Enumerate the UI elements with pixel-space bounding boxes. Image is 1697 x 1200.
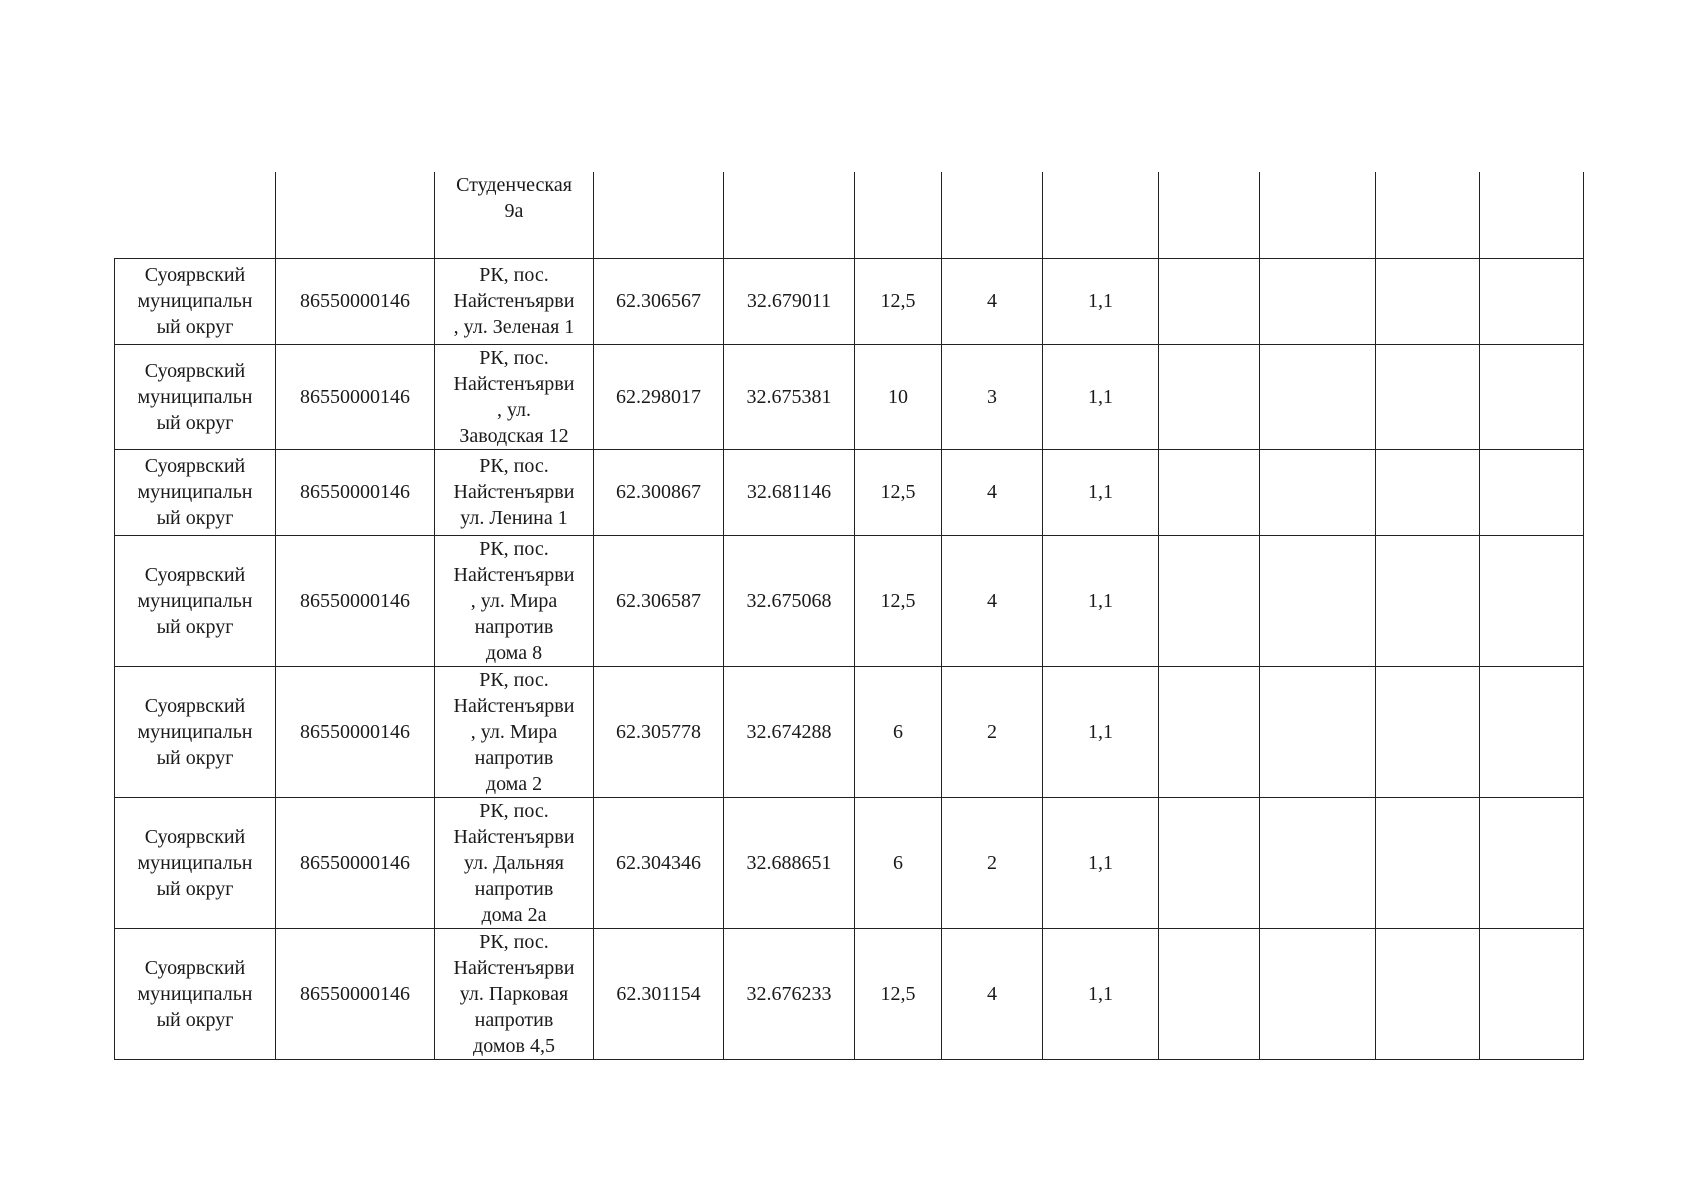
lon-cell bbox=[724, 928, 855, 1059]
area-cell bbox=[855, 172, 942, 258]
extra-cell bbox=[1480, 535, 1584, 666]
lat-text: 62.298017 bbox=[616, 385, 701, 408]
containers-cell bbox=[942, 666, 1043, 797]
area-text: 6 bbox=[893, 720, 903, 743]
containers-cell bbox=[942, 535, 1043, 666]
containers-text: 4 bbox=[987, 481, 997, 503]
lon-cell bbox=[724, 172, 855, 258]
area-cell bbox=[855, 258, 942, 344]
district-text: Суоярвский муниципальн ый округ bbox=[137, 694, 253, 769]
table-row bbox=[115, 797, 1584, 928]
address-text: РК, пос. Найстенъярви , ул. Мира напротив дома 2 bbox=[453, 668, 575, 795]
lat-text: 62.306567 bbox=[616, 290, 701, 312]
volume-text: 1,1 bbox=[1088, 481, 1113, 503]
address-cell bbox=[435, 666, 594, 797]
address-text: РК, пос. Найстенъярви ул. Парковая напротив домов 4,5 bbox=[453, 930, 575, 1057]
address-cell bbox=[435, 797, 594, 928]
extra-cell bbox=[1159, 449, 1260, 535]
district-cell bbox=[115, 666, 276, 797]
lon-cell bbox=[724, 258, 855, 344]
lat-cell bbox=[594, 344, 724, 449]
containers-cell bbox=[942, 258, 1043, 344]
extra-cell bbox=[1480, 344, 1584, 449]
address-cell bbox=[435, 928, 594, 1059]
containers-text: 4 bbox=[987, 982, 997, 1005]
containers-cell bbox=[942, 172, 1043, 258]
extra-cell bbox=[1376, 535, 1480, 666]
extra-cell bbox=[1260, 449, 1376, 535]
area-cell bbox=[855, 666, 942, 797]
containers-cell bbox=[942, 344, 1043, 449]
volume-cell bbox=[1043, 535, 1159, 666]
address-text: РК, пос. Найстенъярви , ул. Зеленая 1 bbox=[453, 264, 575, 338]
extra-cell bbox=[1159, 928, 1260, 1059]
extra-cell bbox=[1159, 172, 1260, 258]
lon-cell bbox=[724, 344, 855, 449]
extra-cell bbox=[1260, 344, 1376, 449]
area-text: 12,5 bbox=[880, 481, 916, 503]
extra-cell bbox=[1376, 344, 1480, 449]
volume-cell bbox=[1043, 344, 1159, 449]
volume-text: 1,1 bbox=[1088, 720, 1113, 743]
extra-cell bbox=[1376, 258, 1480, 344]
area-text: 6 bbox=[893, 851, 903, 874]
area-cell bbox=[855, 535, 942, 666]
lon-text: 32.675068 bbox=[746, 589, 832, 612]
lat-text: 62.305778 bbox=[616, 720, 701, 743]
extra-cell bbox=[1260, 172, 1376, 258]
data-table bbox=[114, 172, 1584, 1060]
lat-cell bbox=[594, 928, 724, 1059]
code-text: 86550000146 bbox=[300, 982, 410, 1005]
district-text: Суоярвский муниципальн ый округ bbox=[137, 455, 253, 529]
address-text: РК, пос. Найстенъярви ул. Дальняя напротив дома 2а bbox=[453, 799, 575, 926]
containers-text: 3 bbox=[987, 385, 997, 408]
address-text: РК, пос. Найстенъярви ул. Ленина 1 bbox=[453, 455, 575, 529]
containers-text: 2 bbox=[987, 720, 997, 743]
extra-cell bbox=[1480, 666, 1584, 797]
area-text: 12,5 bbox=[880, 589, 916, 612]
volume-cell bbox=[1043, 797, 1159, 928]
area-cell bbox=[855, 344, 942, 449]
containers-text: 4 bbox=[987, 290, 997, 312]
extra-cell bbox=[1480, 797, 1584, 928]
table-row-continued bbox=[115, 172, 1584, 258]
table-row bbox=[115, 666, 1584, 797]
containers-cell bbox=[942, 797, 1043, 928]
district-cell bbox=[115, 449, 276, 535]
address-text: Студенческая 9а bbox=[456, 174, 572, 222]
code-cell bbox=[276, 172, 435, 258]
lon-text: 32.676233 bbox=[746, 982, 832, 1005]
lon-text: 32.688651 bbox=[746, 851, 832, 874]
district-cell bbox=[115, 535, 276, 666]
extra-cell bbox=[1480, 928, 1584, 1059]
address-cell bbox=[435, 535, 594, 666]
address-cell bbox=[435, 449, 594, 535]
area-cell bbox=[855, 449, 942, 535]
lon-cell bbox=[724, 666, 855, 797]
lat-cell bbox=[594, 449, 724, 535]
lat-cell bbox=[594, 666, 724, 797]
area-text: 12,5 bbox=[880, 290, 916, 312]
lon-text: 32.674288 bbox=[746, 720, 832, 743]
code-cell bbox=[276, 535, 435, 666]
district-text: Суоярвский муниципальн ый округ bbox=[137, 825, 253, 900]
volume-text: 1,1 bbox=[1088, 982, 1113, 1005]
extra-cell bbox=[1260, 535, 1376, 666]
code-text: 86550000146 bbox=[300, 481, 410, 503]
containers-text: 4 bbox=[987, 589, 997, 612]
extra-cell bbox=[1376, 797, 1480, 928]
code-cell bbox=[276, 666, 435, 797]
extra-cell bbox=[1260, 258, 1376, 344]
containers-text: 2 bbox=[987, 851, 997, 874]
code-cell bbox=[276, 344, 435, 449]
extra-cell bbox=[1376, 666, 1480, 797]
extra-cell bbox=[1159, 344, 1260, 449]
district-cell bbox=[115, 344, 276, 449]
extra-cell bbox=[1376, 928, 1480, 1059]
table-row bbox=[115, 344, 1584, 449]
extra-cell bbox=[1480, 258, 1584, 344]
address-cell bbox=[435, 172, 594, 258]
extra-cell bbox=[1480, 449, 1584, 535]
district-text: Суоярвский муниципальн ый округ bbox=[137, 264, 253, 338]
area-cell bbox=[855, 797, 942, 928]
lon-text: 32.675381 bbox=[746, 385, 832, 408]
lat-cell bbox=[594, 172, 724, 258]
district-cell bbox=[115, 172, 276, 258]
containers-cell bbox=[942, 928, 1043, 1059]
lon-text: 32.679011 bbox=[746, 290, 832, 312]
lat-text: 62.306587 bbox=[616, 589, 701, 612]
code-text: 86550000146 bbox=[300, 290, 410, 312]
address-text: РК, пос. Найстенъярви , ул. Заводская 12 bbox=[453, 346, 575, 447]
table-body bbox=[115, 172, 1584, 1059]
extra-cell bbox=[1159, 258, 1260, 344]
extra-cell bbox=[1159, 535, 1260, 666]
district-cell bbox=[115, 797, 276, 928]
extra-cell bbox=[1159, 666, 1260, 797]
extra-cell bbox=[1376, 449, 1480, 535]
lat-text: 62.300867 bbox=[616, 481, 701, 503]
table-row bbox=[115, 449, 1584, 535]
district-text: Суоярвский муниципальн ый округ bbox=[137, 956, 253, 1031]
volume-text: 1,1 bbox=[1088, 290, 1113, 312]
code-text: 86550000146 bbox=[300, 385, 410, 408]
volume-cell bbox=[1043, 258, 1159, 344]
lon-cell bbox=[724, 449, 855, 535]
address-cell bbox=[435, 344, 594, 449]
code-text: 86550000146 bbox=[300, 720, 410, 743]
code-cell bbox=[276, 258, 435, 344]
extra-cell bbox=[1260, 666, 1376, 797]
area-text: 12,5 bbox=[880, 982, 916, 1005]
table-row bbox=[115, 258, 1584, 344]
table-row bbox=[115, 928, 1584, 1059]
volume-text: 1,1 bbox=[1088, 385, 1113, 408]
lon-cell bbox=[724, 797, 855, 928]
district-cell bbox=[115, 928, 276, 1059]
code-cell bbox=[276, 797, 435, 928]
address-cell bbox=[435, 258, 594, 344]
extra-cell bbox=[1260, 928, 1376, 1059]
volume-cell bbox=[1043, 928, 1159, 1059]
table-row bbox=[115, 535, 1584, 666]
volume-cell bbox=[1043, 449, 1159, 535]
extra-cell bbox=[1159, 797, 1260, 928]
lat-cell bbox=[594, 258, 724, 344]
extra-cell bbox=[1376, 172, 1480, 258]
code-text: 86550000146 bbox=[300, 589, 410, 612]
lon-text: 32.681146 bbox=[746, 481, 832, 503]
extra-cell bbox=[1260, 797, 1376, 928]
area-cell bbox=[855, 928, 942, 1059]
address-text: РК, пос. Найстенъярви , ул. Мира напротив дома 8 bbox=[453, 537, 575, 664]
lat-text: 62.301154 bbox=[616, 982, 701, 1005]
volume-text: 1,1 bbox=[1088, 589, 1113, 612]
code-cell bbox=[276, 928, 435, 1059]
lat-cell bbox=[594, 797, 724, 928]
volume-cell bbox=[1043, 666, 1159, 797]
extra-cell bbox=[1480, 172, 1584, 258]
code-text: 86550000146 bbox=[300, 851, 410, 874]
containers-cell bbox=[942, 449, 1043, 535]
district-text: Суоярвский муниципальн ый округ bbox=[137, 359, 253, 434]
area-text: 10 bbox=[888, 385, 908, 408]
lon-cell bbox=[724, 535, 855, 666]
lat-text: 62.304346 bbox=[616, 851, 701, 874]
district-text: Суоярвский муниципальн ый округ bbox=[137, 563, 253, 638]
code-cell bbox=[276, 449, 435, 535]
lat-cell bbox=[594, 535, 724, 666]
volume-text: 1,1 bbox=[1088, 851, 1113, 874]
district-cell bbox=[115, 258, 276, 344]
volume-cell bbox=[1043, 172, 1159, 258]
